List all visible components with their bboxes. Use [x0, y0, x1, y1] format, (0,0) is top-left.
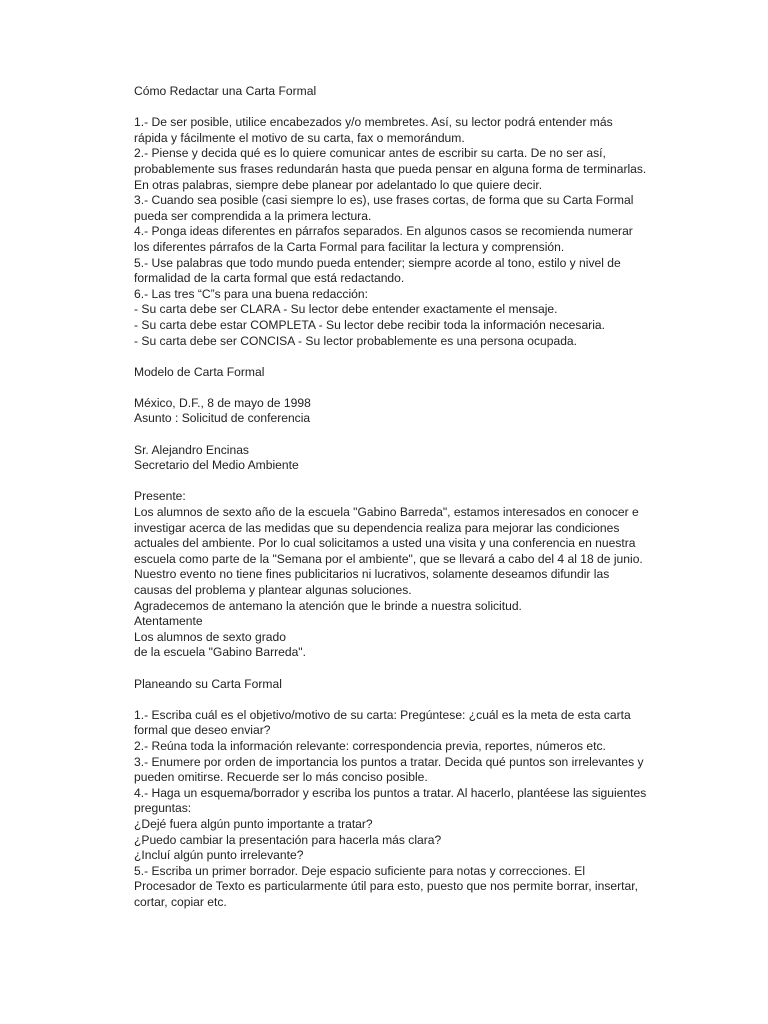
text-line: preguntas:: [134, 801, 192, 816]
document-body: [134, 84, 647, 910]
text-line: 1.- De ser posible, utilice encabezados y/o membretes. Así, su lector podrá entender más: [134, 115, 613, 130]
text-line: investigar acerca de las medidas que su dependencia realiza para mejorar las condiciones: [134, 520, 620, 535]
text-line: los diferentes párrafos de la Carta Formal para facilitar la lectura y comprensión.: [134, 239, 565, 254]
text-line: pueden omitirse. Recuerde ser lo más conciso posible.: [134, 770, 428, 785]
section-title: Cómo Redactar una Carta Formal: [134, 84, 317, 98]
text-line: 2.- Reúna toda la información relevante: correspondencia previa, reportes, números etc.: [134, 738, 606, 753]
text-line: actuales del ambiente. Por lo cual solicitamos a usted una visita y una conferencia en nuestra: [134, 536, 636, 551]
text-line: rápida y fácilmente el motivo de su carta, fax o memorándum.: [134, 130, 465, 145]
paragraph: [134, 396, 644, 427]
text-line: - Su carta debe estar COMPLETA - Su lector debe recibir toda la información necesaria.: [134, 317, 605, 332]
paragraph: [134, 115, 647, 349]
text-line: cortar, copiar etc.: [134, 894, 227, 909]
text-line: ¿Incluí algún punto irrelevante?: [134, 848, 304, 863]
text-line: Presente:: [134, 489, 186, 504]
text-line: Los alumnos de sexto grado: [134, 629, 286, 644]
paragraph: [134, 707, 647, 911]
text-line: 1.- Escriba cuál es el objetivo/motivo de su carta: Pregúntese: ¿cuál es la meta de esta carta: [134, 707, 631, 722]
text-line: México, D.F., 8 de mayo de 1998: [134, 395, 311, 410]
text-line: Procesador de Texto es particularmente útil para esto, puesto que nos permite borrar, insertar,: [134, 879, 638, 894]
text-line: - Su carta debe ser CLARA - Su lector debe entender exactamente el mensaje.: [134, 302, 558, 317]
text-line: 3.- Cuando sea posible (casi siempre lo es), use frases cortas, de forma que su Carta Formal: [134, 193, 634, 208]
paragraph: [134, 443, 644, 474]
text-line: Atentamente: [134, 614, 203, 629]
text-line: - Su carta debe ser CONCISA - Su lector probablemente es una persona ocupada.: [134, 333, 578, 348]
section-title: Planeando su Carta Formal: [134, 676, 282, 691]
text-line: Sr. Alejandro Encinas: [134, 442, 249, 457]
text-line: 2.- Piense y decida qué es lo quiere comunicar antes de escribir su carta. De no ser así,: [134, 146, 606, 161]
text-line: formalidad de la carta formal que está redactando.: [134, 271, 405, 286]
paragraph-spacer: [134, 474, 644, 490]
text-line: En otras palabras, siempre debe planear por adelantado lo que quiere decir.: [134, 177, 543, 192]
text-line: pueda ser comprendida a la primera lectura.: [134, 208, 372, 223]
text-line: 5.- Escriba un primer borrador. Deje espacio suficiente para notas y correcciones. El: [134, 863, 586, 878]
text-line: 4.- Haga un esquema/borrador y escriba los puntos a tratar. Al hacerlo, plantéese las siguientes: [134, 785, 647, 800]
text-line: Agradecemos de antemano la atención que le brinde a nuestra solicitud.: [134, 598, 522, 613]
paragraph-spacer: [134, 380, 644, 396]
paragraph: [134, 489, 644, 661]
section-title: Modelo de Carta Formal: [134, 364, 265, 379]
paragraph-spacer: [134, 100, 644, 116]
text-line: escuela como parte de la "Semana por el ambiente", que se llevará a cabo del 4 al 18 de junio.: [134, 551, 643, 566]
text-line: 4.- Ponga ideas diferentes en párrafos separados. En algunos casos se recomienda numerar: [134, 224, 633, 239]
text-line: Los alumnos de sexto año de la escuela "Gabino Barreda", estamos interesados en conocer e: [134, 505, 639, 520]
text-line: formal que deseo enviar?: [134, 723, 271, 738]
section-spacer: [134, 661, 644, 677]
text-line: causas del problema y plantear algunas soluciones.: [134, 583, 412, 597]
text-line: Nuestro evento no tiene fines publicitarios ni lucrativos, solamente deseamos difundir las: [134, 567, 610, 582]
text-line: 3.- Enumere por orden de importancia los puntos a tratar. Decida qué puntos son irrelevantes y: [134, 754, 644, 769]
text-line: de la escuela "Gabino Barreda".: [134, 645, 306, 660]
paragraph-spacer: [134, 427, 644, 443]
text-line: 6.- Las tres “C”s para una buena redacción:: [134, 286, 368, 301]
paragraph-spacer: [134, 692, 644, 708]
text-line: Secretario del Medio Ambiente: [134, 458, 299, 473]
text-line: Asunto : Solicitud de conferencia: [134, 411, 311, 426]
text-line: probablemente sus frases redundarán hasta que pueda pensar en alguna forma de terminarlas.: [134, 161, 647, 176]
section-spacer: [134, 349, 644, 365]
text-line: ¿Puedo cambiar la presentación para hacerla más clara?: [134, 832, 442, 847]
text-line: ¿Dejé fuera algún punto importante a tratar?: [134, 816, 373, 831]
text-line: 5.- Use palabras que todo mundo pueda entender; siempre acorde al tono, estilo y nivel de: [134, 255, 621, 270]
